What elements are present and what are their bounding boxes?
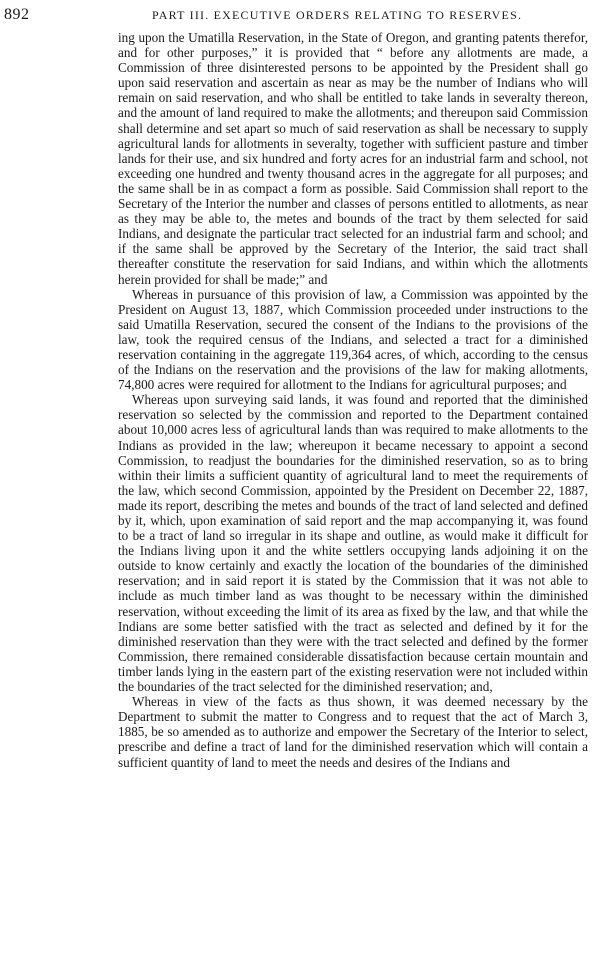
paragraph-whereas-congress: Whereas in view of the facts as thus shown, it was deemed necessary by the Department to submit the matter to Congress and to request that the act of March 3, 1885, be so amended as to authorize and empower the Secretary of the Interior to select, prescribe and define a tract of land for the diminished reservation which will contain a sufficient quantity of land to meet the needs and desires of the Indians and (118, 694, 588, 770)
body-text (118, 30, 588, 770)
page-number: 892 (4, 6, 30, 23)
paragraph-whereas-commission: Whereas in pursuance of this provision of law, a Commission was appointed by the President on August 13, 1887, which Commission proceeded under instructions to the said Umatilla Reservation, secured the consent of the Indians to the provisions of the law, took the required census of the Indians, and selected a tract for a diminished reservation containing in the aggregate 119,364 acres, of which, according to the census of the Indians on the reservation and the provisions of the law for making allotments, 74,800 acres were required for allotment to the Indians for agricultural purposes; and (118, 286, 588, 393)
page-header (2, 6, 598, 28)
paragraph-whereas-surveying: Whereas upon surveying said lands, it was found and reported that the diminished reservation so selected by the commission and reported to the Department contained about 10,000 acres less of agricultural lands than was required to make allotments to the Indians as provided in the law; whereupon it became necessary to appoint a second Commission, to readjust the boundaries for the diminished reservation, so as to bring within their limits a sufficient quantity of agricultural land to meet the requirements of the law, which second Commission, appointed by the President on December 22, 1887, made its report, describing the metes and bounds of the tract of land selected and defined by it, which, upon examination of said report and the map accompanying it, was found to be a tract of land so irregular in its shape and outline, as would make it difficult for the Indians living upon it and the white settlers occupying lands adjoining it on the outside to know certainly and exactly the location of the boundaries of the diminished reservation; and in said report it is stated by the Commission that it was not able to include as much timber land as was thought to be necessary within the diminished reservation, without exceeding the limit of its area as fixed by the law, and that while the Indians are some better satisfied with the tract as selected and defined by it for the diminished reservation than they were with the tract selected and defined by the former Commission, there remained considerable dissatisfaction because certain mountain and timber lands lying in the eastern part of the existing reservation were not included within the boundaries of the tract selected for the diminished reservation; and, (118, 392, 588, 695)
running-head: PART III. EXECUTIVE ORDERS RELATING TO RESERVES. (152, 8, 523, 22)
paragraph-continuation: ing upon the Umatilla Reservation, in the State of Oregon, and granting patents therefor, and for other purposes,” it is provided that “ before any allotments are made, a Commission of three disinterested persons to be appointed by the President shall go upon said reservation and ascertain as near as may be the number of Indians who will remain on said reservation, and who shall be entitled to take lands in severalty thereon, and the amount of land required to make the allotments; and thereupon said Commission shall determine and set apart so much of said reservation as shall be necessary to supply agricultural lands for allotments in severalty, together with sufficient pasture and timber lands for their use, and six hundred and forty acres for an industrial farm and school, not exceeding one hundred and twenty thousand acres in the aggregate for all purposes; and the same shall be in as compact a form as possible. Said Commission shall report to the Secretary of the Interior the number and classes of persons entitled to allotments, as near as they may be able to, the metes and bounds of the tract by them selected for said Indians, and designate the particular tract selected for an industrial farm and school; and if the same shall be approved by the Secretary of the Interior, the said tract shall thereafter constitute the reservation for said Indians, and within which the allotments herein provided for shall be made;” and (118, 30, 588, 287)
